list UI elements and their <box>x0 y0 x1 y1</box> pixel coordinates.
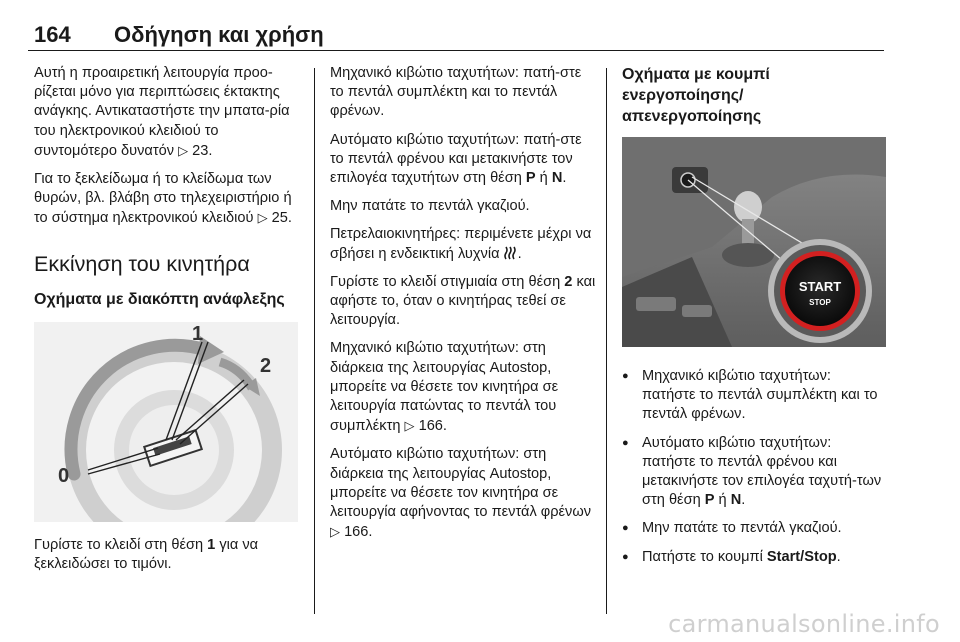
paragraph <box>330 339 598 436</box>
watermark: carmanualsonline.info <box>668 610 940 638</box>
paragraph-text: για να ξεκλειδώσει το τιμόνι. <box>34 536 259 572</box>
position-0-label: 0 <box>58 464 70 487</box>
gear-position: P <box>704 492 715 509</box>
paragraph-text: και αφήστε το, όταν ο κινητήρας τεθεί σε λειτουργία. <box>330 273 596 329</box>
paragraph <box>330 273 598 331</box>
list-item-text: . <box>741 492 746 509</box>
button-name: Start/Stop <box>766 548 837 565</box>
page-title: Οδήγηση και χρήση <box>114 22 324 47</box>
column-divider <box>606 68 607 614</box>
paragraph-text: Πετρελαιοκινητήρες: περιμένετε μέχρι να σβήσει η ενδεικτική λυχνία <box>330 226 592 262</box>
gear-position: N <box>551 170 563 187</box>
page-number: 164 <box>34 22 71 47</box>
position-2-label: 2 <box>260 354 272 377</box>
page-reference[interactable]: 166. <box>344 524 373 541</box>
subsection-title: Οχήματα με κουμπί ενεργοποίησης/ απενεργοποίησης <box>622 66 770 125</box>
list-item-text: ή <box>714 492 731 509</box>
paragraph-text: Μηχανικό κιβώτιο ταχυτήτων: στη διάρκεια της λειτουργίας Autostop, μπορείτε να θέσετε τον κινητήρα σε λειτουργία πατώντας το πεντάλ του συμπλέκτη <box>330 340 559 435</box>
list-item: ● Μην πατάτε το πεντάλ γκαζιού. <box>622 519 886 538</box>
ref-arrow-icon: ▷ <box>178 142 189 158</box>
list-item-text: . <box>836 548 841 565</box>
paragraph <box>330 131 598 189</box>
list-item-text: Αυτόματο κιβώτιο ταχυτήτων: πατήστε το πεντάλ φρένου και μετακινήστε τον επιλογέα ταχυτή-των στη θέση <box>642 434 882 509</box>
paragraph <box>330 445 598 542</box>
paragraph-text: Αυτόματο κιβώτιο ταχυτήτων: πατή-στε το πεντάλ φρένου και μετακινήστε τον επιλογέα ταχυτήτων στη θέση <box>330 131 582 187</box>
column-middle <box>330 64 598 551</box>
start-stop-figure <box>622 137 886 347</box>
list-item: ● Μηχανικό κιβώτιο ταχυτήτων: πατήστε το πεντάλ συμπλέκτη και το πεντάλ φρένων. <box>622 367 886 425</box>
page-reference[interactable]: 166. <box>418 418 447 435</box>
column-divider <box>314 68 315 614</box>
paragraph: Μηχανικό κιβώτιο ταχυτήτων: πατή-στε το πεντάλ συμπλέκτη και το πεντάλ φρένων. <box>330 65 582 120</box>
list-item <box>622 548 886 567</box>
gear-position: P <box>525 170 536 187</box>
paragraph-text: Αυτή η προαιρετική λειτουργία προο-ρίζεται μόνο για περιπτώσεις έκτακτης ανάγκης. Αντικαταστήστε την μπατα-ρία του ηλεκτρονικού κλειδιού το συντομότερο δυνατόν <box>34 65 290 159</box>
paragraph-text: Αυτόματο κιβώτιο ταχυτήτων: στη διάρκεια της λειτουργίας Autostop, μπορείτε να θέσετε τον κινητήρα σε λειτουργία αφήνοντας το πεντάλ φρένων <box>330 446 592 521</box>
position-value: 2 <box>564 273 573 290</box>
ref-arrow-icon: ▷ <box>257 210 268 226</box>
paragraph <box>330 225 598 263</box>
column-right <box>622 64 886 576</box>
paragraph-text: Για το ξεκλείδωμα ή το κλείδωμα των θυρών, βλ. βλάβη στο τηλεχειριστήριο ή το σύστημα ηλεκτρονικού κλειδιού <box>34 171 292 227</box>
paragraph <box>34 536 302 574</box>
paragraph-text: . <box>517 245 522 262</box>
position-value: 1 <box>207 536 216 553</box>
paragraph-text: Γυρίστε το κλειδί στη θέση <box>34 536 208 553</box>
gear-position: N <box>730 492 742 509</box>
list-item <box>622 434 886 511</box>
paragraph <box>34 64 302 161</box>
stop-label: STOP <box>809 298 831 307</box>
glow-plug-icon <box>504 246 518 260</box>
list-item-text: Πατήστε το κουμπί <box>642 548 767 565</box>
ignition-switch-figure <box>34 322 298 522</box>
section-title: Εκκίνηση του κινητήρα <box>34 251 250 276</box>
page-header <box>28 20 884 51</box>
start-label: START <box>798 279 842 294</box>
ref-arrow-icon: ▷ <box>404 418 415 434</box>
ref-arrow-icon: ▷ <box>330 524 340 540</box>
paragraph: Μην πατάτε το πεντάλ γκαζιού. <box>330 198 530 215</box>
paragraph-text: . <box>562 170 567 187</box>
position-1-label: 1 <box>192 322 204 345</box>
paragraph <box>34 170 302 229</box>
page-reference[interactable]: 25. <box>271 210 292 227</box>
instruction-list <box>622 367 886 567</box>
column-left <box>34 64 302 583</box>
paragraph-text: ή <box>535 170 552 187</box>
paragraph-text: Γυρίστε το κλειδί στιγμιαία στη θέση <box>330 273 565 290</box>
subsection-title: Οχήματα με διακόπτη ανάφλεξης <box>34 290 285 308</box>
page-reference[interactable]: 23. <box>192 142 213 159</box>
